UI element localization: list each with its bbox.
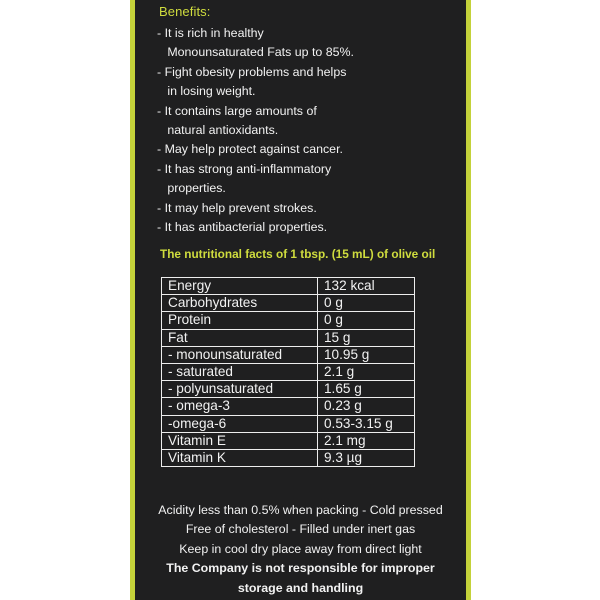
table-row [162, 295, 415, 312]
table-row [162, 381, 415, 398]
table-row [162, 312, 415, 329]
nutrient-name: Energy [162, 278, 318, 295]
footer-notes [135, 501, 466, 598]
nutrient-value: 1.65 g [318, 381, 415, 398]
nutrient-value: 10.95 g [318, 346, 415, 363]
disclaimer-line: storage and handling [237, 580, 364, 595]
table-row [162, 415, 415, 432]
right-accent-edge [466, 0, 471, 600]
benefit-line: - It has antibacterial properties. [157, 220, 328, 235]
benefits-title: Benefits: [159, 4, 211, 19]
benefit-line: - It may help prevent strokes. [157, 200, 317, 215]
nutrient-value: 0.23 g [318, 398, 415, 415]
nutrient-name: - omega-3 [162, 398, 318, 415]
footer-line: Acidity less than 0.5% when packing - Cold pressed [158, 503, 443, 517]
benefit-line: - It has strong anti-inflammatory [157, 161, 332, 176]
table-row [162, 329, 415, 346]
table-row [162, 449, 415, 466]
footer-line: Free of cholesterol - Filled under inert gas [185, 522, 416, 537]
benefits-list [157, 24, 457, 237]
nutrient-name: -omega-6 [162, 415, 318, 432]
nutrient-name: Carbohydrates [162, 295, 318, 312]
benefit-line: - Fight obesity problems and helps [157, 64, 347, 79]
nutrient-name: - saturated [162, 363, 318, 380]
disclaimer-line: The Company is not responsible for improper [166, 561, 435, 576]
nutrition-heading: The nutritional facts of 1 tbsp. (15 mL) of olive oil [160, 247, 436, 261]
nutrition-table [161, 277, 415, 467]
nutrient-name: Vitamin K [162, 449, 318, 466]
nutrient-name: Protein [162, 312, 318, 329]
benefit-line: natural antioxidants. [157, 123, 279, 138]
table-row [162, 346, 415, 363]
nutrient-value: 2.1 mg [318, 432, 415, 449]
nutrient-value: 2.1 g [318, 363, 415, 380]
table-row [162, 398, 415, 415]
table-row [162, 432, 415, 449]
nutrient-name: - polyunsaturated [162, 381, 318, 398]
nutrient-name: Vitamin E [162, 432, 318, 449]
table-row [162, 363, 415, 380]
benefit-line: properties. [157, 181, 226, 196]
benefit-line: in losing weight. [157, 84, 256, 99]
benefit-line: - It is rich in healthy [157, 26, 264, 40]
benefit-line: - It contains large amounts of [157, 103, 317, 118]
nutrient-name: Fat [162, 329, 318, 346]
nutrient-value: 9.3 µg [318, 449, 415, 466]
nutrient-value: 132 kcal [318, 278, 415, 295]
nutrient-value: 0 g [318, 295, 415, 312]
benefit-line: Monounsaturated Fats up to 85%. [157, 45, 354, 60]
nutrient-value: 0 g [318, 312, 415, 329]
benefit-line: - May help protect against cancer. [157, 142, 343, 157]
footer-line: Keep in cool dry place away from direct light [179, 541, 422, 556]
nutrient-name: - monounsaturated [162, 346, 318, 363]
table-row [162, 278, 415, 295]
nutrient-value: 15 g [318, 329, 415, 346]
nutrient-value: 0.53-3.15 g [318, 415, 415, 432]
